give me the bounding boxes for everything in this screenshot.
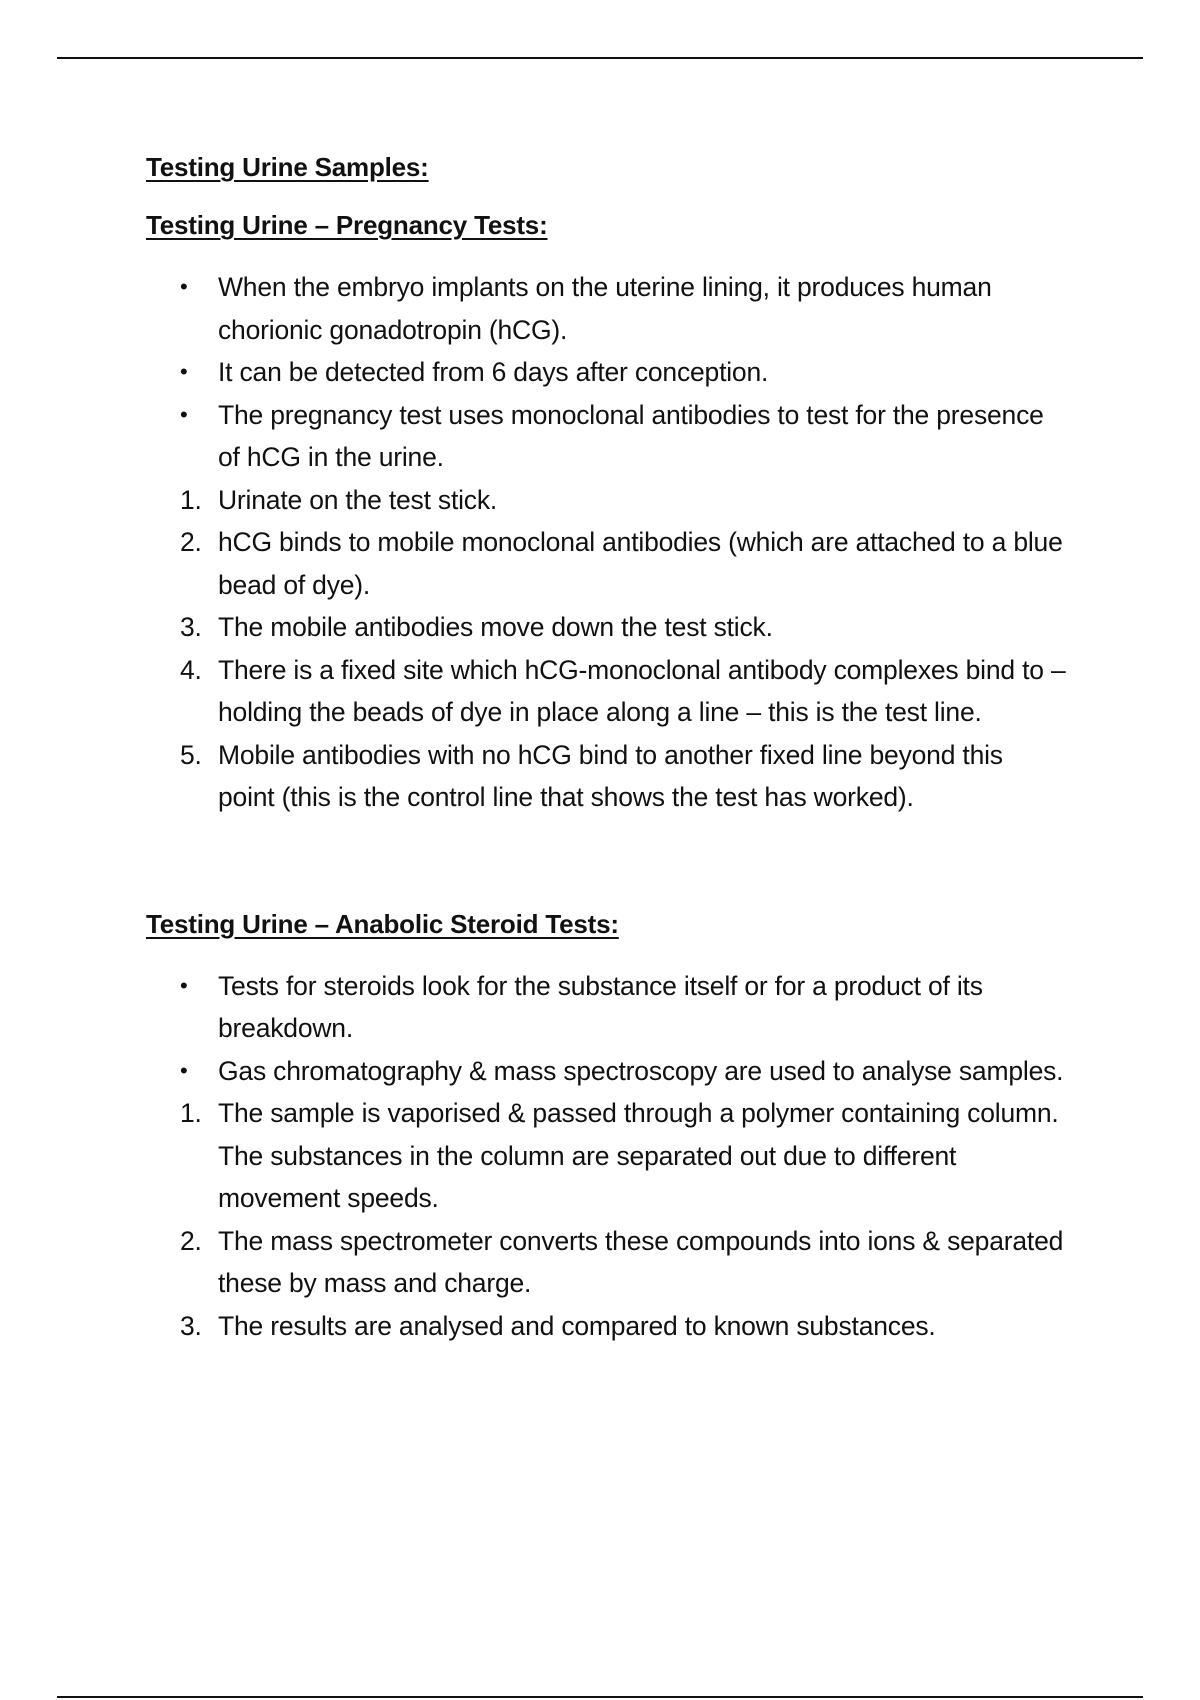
- step-number: 3.: [180, 1310, 202, 1341]
- bullet-icon: •: [180, 359, 188, 384]
- step-number: 2.: [180, 1225, 202, 1256]
- list-item: • Tests for steroids look for the substance itself or for a product of its breakdown.: [146, 965, 1066, 1050]
- list-item: • The pregnancy test uses monoclonal antibodies to test for the presence of hCG in the urine.: [146, 394, 1066, 479]
- section-heading: Testing Urine – Pregnancy Tests:: [146, 210, 548, 240]
- document-body: [146, 150, 1066, 1347]
- list-item: 1. Urinate on the test stick.: [146, 479, 1066, 522]
- section-heading: Testing Urine – Anabolic Steroid Tests:: [146, 908, 619, 939]
- bullet-icon: •: [180, 401, 188, 427]
- list-item: • When the embryo implants on the uterine lining, it produces human chorionic gonadotropin (hCG).: [146, 266, 1066, 351]
- numbered-list: [146, 1092, 1066, 1347]
- step-number: 1.: [180, 484, 202, 515]
- step-number: 3.: [180, 612, 202, 642]
- list-item: • Gas chromatography & mass spectroscopy are used to analyse samples.: [146, 1050, 1066, 1093]
- list-item: 5. Mobile antibodies with no hCG bind to another fixed line beyond this point (this is the control line that shows the test has worked).: [146, 734, 1066, 819]
- bullet-list: [146, 965, 1066, 1093]
- list-item: • It can be detected from 6 days after conception.: [146, 351, 1066, 394]
- step-number: 1.: [180, 1098, 202, 1128]
- header-rule: [57, 57, 1143, 59]
- step-number: 4.: [180, 654, 202, 685]
- bullet-list: [146, 266, 1066, 479]
- list-item: 2. hCG binds to mobile monoclonal antibodies (which are attached to a blue bead of dye).: [146, 521, 1066, 606]
- step-number: 2.: [180, 527, 202, 557]
- footer-rule: [57, 1696, 1143, 1698]
- document-title: Testing Urine Samples:: [146, 152, 429, 182]
- list-item: 3. The results are analysed and compared to known substances.: [146, 1305, 1066, 1348]
- section-pregnancy-tests: [146, 208, 1066, 819]
- bullet-icon: •: [180, 972, 188, 998]
- numbered-list: [146, 479, 1066, 819]
- bullet-icon: •: [180, 274, 188, 299]
- list-item: 3. The mobile antibodies move down the test stick.: [146, 606, 1066, 649]
- bullet-icon: •: [180, 1057, 188, 1083]
- list-item: 4. There is a fixed site which hCG-monoclonal antibody complexes bind to – holding the beads of dye in place along a line – this is the test line.: [146, 649, 1066, 734]
- list-item: 1. The sample is vaporised & passed through a polymer containing column. The substances in the column are separated out due to different movement speeds.: [146, 1092, 1066, 1220]
- step-number: 5.: [180, 739, 202, 770]
- list-item: 2. The mass spectrometer converts these compounds into ions & separated these by mass and charge.: [146, 1220, 1066, 1305]
- section-steroid-tests: [146, 907, 1066, 1348]
